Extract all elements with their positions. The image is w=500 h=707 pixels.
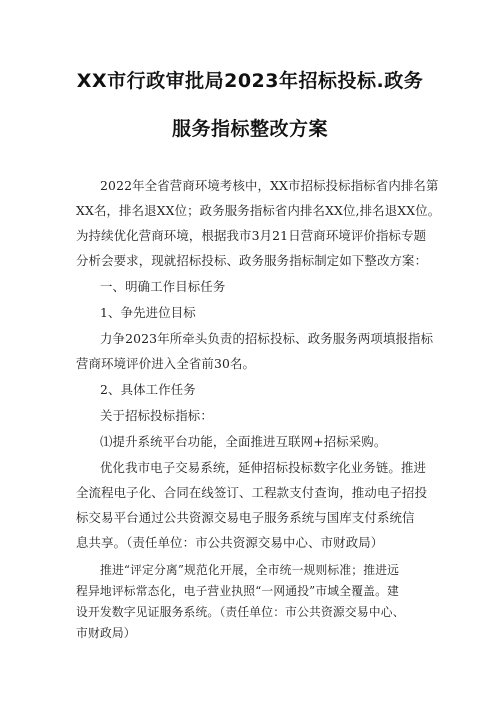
paragraph-line: 推进“评定分离”规范化开展，全市统一规则标准；推进远	[100, 563, 400, 577]
paragraph-line: 息共享。（责任单位：市公共资源交易中心、市财政局）	[76, 535, 384, 550]
paragraph-line: 标交易平台通过公共资源交易电子服务系统与国库支付系统信	[76, 510, 415, 525]
paragraph-line: XX名，排名退XX位；政务服务指标省内排名XX位,排名退XX位。	[76, 203, 441, 218]
paragraph-line: 全流程电子化、合同在线签订、工程款支付查询，推动电子招投	[76, 485, 428, 500]
subsection-heading: 1、争先进位目标	[100, 305, 196, 320]
section-heading: 一、明确工作目标任务	[100, 279, 226, 294]
paragraph-line: 程异地评标常态化，电子营业执照“一网通投”市域全覆盖。建	[76, 584, 399, 598]
document-title-line-2: 服务指标整改方案	[171, 118, 328, 140]
paragraph-line: 2022年全省营商环境考核中，XX市招标投标指标省内排名第	[100, 178, 439, 193]
paragraph-line: 优化我市电子交易系统，延伸招标投标数字化业务链。推进	[100, 460, 427, 475]
paragraph-line: 市财政局）	[76, 626, 136, 640]
paragraph-line: 分析会要求，现就招标投标、政务服务指标制定如下整改方案：	[76, 253, 428, 268]
document-title-line-1: XX市行政审批局2023年招标投标.政务	[76, 70, 424, 92]
paragraph-line: 为持续优化营商环境，根据我市3月21日营商环境评价指标专题	[76, 228, 427, 243]
paragraph-line: 营商环境评价进入全省前30名。	[76, 356, 256, 371]
paragraph-line: 关于招标投标指标：	[100, 408, 213, 423]
paragraph-line: 设开发数字见证服务系统。（责任单位：市公共资源交易中心、	[76, 605, 405, 619]
paragraph-line: 力争2023年所牵头负责的招标投标、政务服务两项填报指标	[100, 331, 434, 346]
paragraph-line: ⑴提升系统平台功能，全面推进互联网+招标采购。	[100, 434, 387, 449]
subsection-heading: 2、具体工作任务	[100, 382, 196, 397]
